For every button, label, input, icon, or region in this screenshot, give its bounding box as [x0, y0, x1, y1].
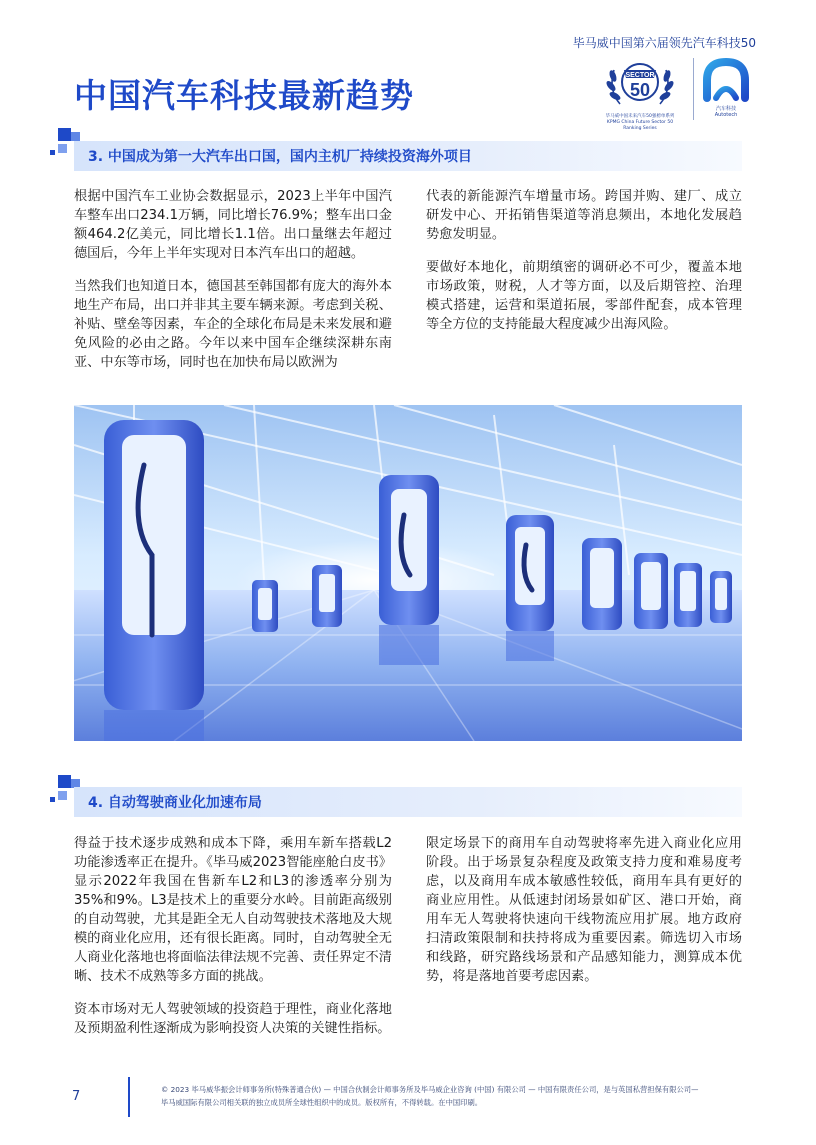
autotech-logo: [697, 54, 755, 124]
seal-logo-icon: [598, 52, 682, 114]
footer-legal-line-1: © 2023 毕马威华振会计师事务所(特殊普通合伙) — 中国合伙制会计师事务所及毕马威企业咨询 (中国) 有限公司 — 中国有限责任公司，是与英国私营担保有限公司—: [161, 1085, 699, 1094]
seal-caption-en: KPMG China Future Sector 50 Ranking Series: [606, 120, 674, 131]
section-4-right-column: [426, 834, 742, 986]
section-4-heading: 4. 自动驾驶商业化加速布局: [88, 795, 262, 811]
footer-legal-line-2: 毕马威国际有限公司相关联的独立成员所全球性组织中的成员。版权所有，不得转载。在中国印刷。: [161, 1098, 483, 1107]
paragraph: 资本市场对无人驾驶领域的投资趋于理性，商业化落地及预期盈利性逐渐成为影响投资人决策的关键性指标。: [74, 1002, 392, 1036]
charging-station-illustration: [74, 405, 742, 741]
autotech-logo-icon: [697, 54, 755, 104]
section-3-right-column: [426, 187, 742, 334]
footer-legal: [161, 1083, 761, 1109]
charging-stations-photo: [74, 405, 742, 741]
sector50-seal-logo: [598, 52, 682, 131]
paragraph: 代表的新能源汽车增量市场。跨国并购、建厂、成立研发中心、开拓销售渠道等消息频出，本地化发展趋势愈发明显。: [426, 189, 742, 242]
series-title: 毕马威中国第六届领先汽车科技50: [572, 36, 756, 50]
logo-divider: [693, 58, 694, 120]
paragraph: 根据中国汽车工业协会数据显示，2023上半年中国汽车整车出口234.1万辆，同比增长76.9%；整车出口金额464.2亿美元，同比增长1.1倍。出口量继去年超过德国后，今年上半年实现对日本汽车出口的超越。: [74, 189, 392, 261]
page-number: 7: [72, 1089, 81, 1104]
paragraph: 当然我们也知道日本，德国甚至韩国都有庞大的海外本地生产布局，出口并非其主要车辆来源。考虑到关税、补贴、壁垒等因素，车企的全球化布局是未来发展和避免风险的必由之路。今年以来中国车企继续深耕东南亚、中东等市场，同时也在加快布局以欧洲为: [74, 279, 392, 370]
page-title: 中国汽车科技最新趋势: [74, 76, 414, 115]
section-3-heading-bar: [74, 141, 742, 171]
paragraph: 限定场景下的商用车自动驾驶将率先进入商业化应用阶段。出于场景复杂程度及政策支持力度和难易度考虑，以及商用车成本敏感性较低，商用车具有更好的商业应用性。从低速封闭场景如矿区、港口开始，商用车无人驾驶将快速向干线物流应用扩展。地方政府扫清政策限制和扶持将成为重要因素。筛选切入市场和线路，研究路线场景和产品感知能力，测算成本优势，将是落地首要考虑因素。: [426, 836, 742, 984]
footer-divider: [128, 1077, 130, 1117]
svg-text:50: 50: [629, 80, 651, 100]
section-4-heading-bar: [74, 787, 742, 817]
svg-text:SECTOR: SECTOR: [625, 72, 655, 79]
section-3-left-column: [74, 187, 392, 372]
logo-caption-en: Autotech: [714, 112, 738, 118]
section-3-heading: 3. 中国成为第一大汽车出口国，国内主机厂持续投资海外项目: [88, 149, 472, 165]
section-4-left-column: [74, 834, 392, 1038]
paragraph: 得益于技术逐步成熟和成本下降，乘用车新车搭载L2功能渗透率正在提升。《毕马威2023智能座舱白皮书》显示2022年我国在售新车L2和L3的渗透率分别为35%和9%。L3是技术上的重要分水岭。目前距高级别的自动驾驶，尤其是距全无人自动驾驶技术落地及大规模的商业化应用，还有很长距离。同时，自动驾驶全无人商业化落地也将面临法律法规不完善、责任界定不清晰、技术不成熟等多方面的挑战。: [74, 836, 392, 984]
logo-caption-cn: 汽车科技: [715, 106, 736, 112]
seal-caption-cn: 毕马威中国未来汽车50强榜单系列: [605, 114, 675, 119]
paragraph: 要做好本地化，前期缜密的调研必不可少，覆盖本地市场政策，财税，人才等方面，以及后期管控、治理模式搭建，运营和渠道拓展，零部件配套，成本管理等全方位的支持能最大程度减少出海风险。: [426, 260, 742, 332]
